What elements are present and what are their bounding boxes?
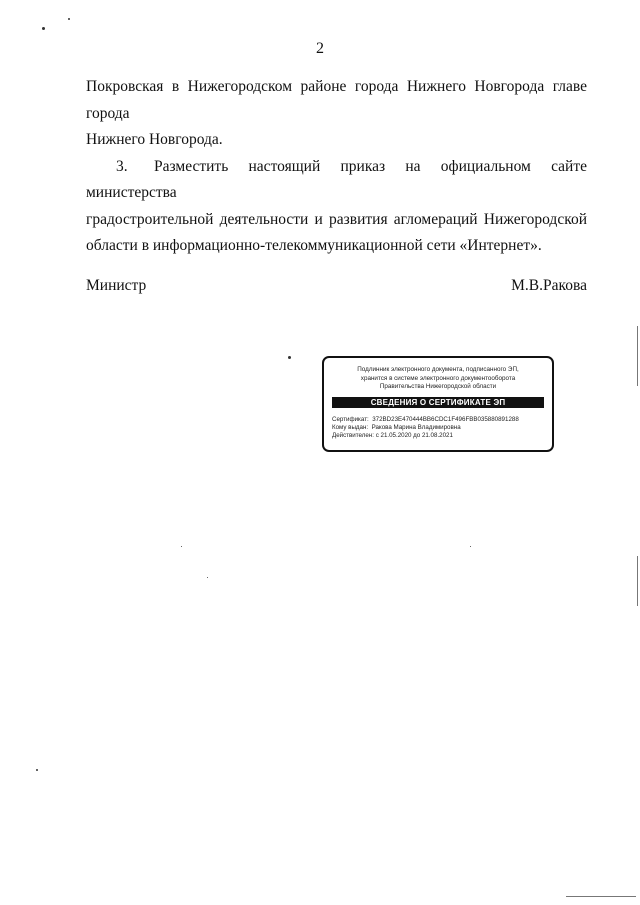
stamp-header [324, 366, 552, 392]
scan-edge-mark [637, 326, 638, 386]
stamp-header-line: Подлинник электронного документа, подписанного ЭП, [357, 366, 519, 373]
paragraph-line: Покровская в Нижегородском районе города Нижнего Новгорода главе города [86, 78, 587, 122]
scan-speck [288, 356, 291, 359]
scan-edge-mark [637, 556, 638, 606]
scan-speck [207, 577, 208, 578]
owner-label: Кому выдан: [332, 423, 369, 431]
certificate-label: Сертификат: [332, 415, 369, 423]
page-number: 2 [316, 40, 324, 57]
signer-name: М.В.Ракова [511, 277, 587, 294]
stamp-header-line: Правительства Нижегородской области [379, 383, 497, 390]
validity-value: с 21.05.2020 до 21.08.2021 [375, 431, 453, 439]
list-item-number: 3. [116, 157, 128, 175]
scan-speck [470, 546, 471, 547]
document-body [86, 74, 587, 260]
scan-speck [42, 27, 45, 30]
electronic-signature-stamp [322, 356, 554, 452]
paragraph-line: области в информационно-телекоммуникационной сети «Интернет». [86, 237, 542, 254]
stamp-title-bar: СВЕДЕНИЯ О СЕРТИФИКАТЕ ЭП [332, 397, 544, 408]
scan-speck [68, 18, 70, 20]
validity-label: Действителен: [332, 431, 374, 439]
scan-edge-mark [566, 896, 636, 897]
stamp-owner-row [332, 424, 544, 432]
scan-speck [36, 769, 38, 771]
paragraph-text: Разместить настоящий приказ на официальном сайте министерства [86, 157, 587, 201]
stamp-certificate-row [332, 416, 544, 424]
paragraph-line: Нижнего Новгорода. [86, 131, 223, 148]
owner-value: Ракова Марина Владимировна [371, 423, 461, 431]
stamp-validity-row [332, 432, 544, 440]
paragraph-line [86, 154, 587, 207]
paragraph-line: градостроительной деятельности и развития агломераций Нижегородской [86, 210, 587, 228]
certificate-value: 372BD23E470444BB6CDC1F496FBB035880891288 [372, 415, 519, 423]
scan-speck [181, 546, 182, 547]
stamp-certificate-info [332, 416, 544, 440]
stamp-header-line: хранится в системе электронного документооборота [360, 374, 516, 382]
signer-position: Министр [86, 277, 147, 294]
